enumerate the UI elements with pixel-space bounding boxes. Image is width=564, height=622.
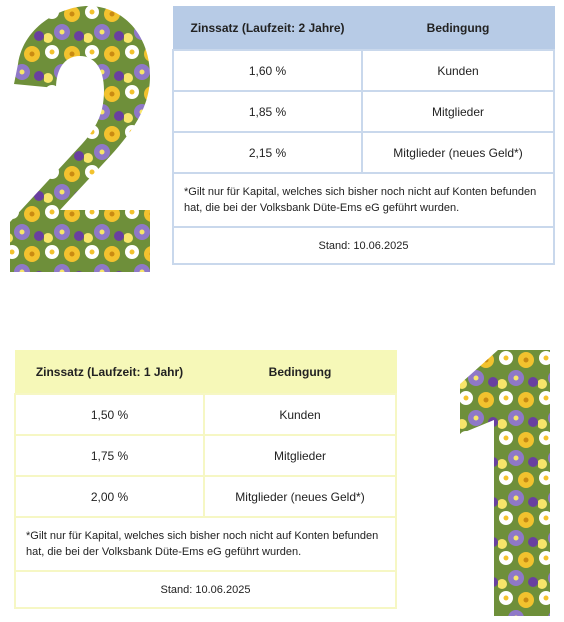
condition-cell: Mitglieder	[362, 91, 554, 132]
condition-cell: Kunden	[204, 394, 396, 435]
footnote-row	[15, 517, 396, 571]
footnote-text: *Gilt nur für Kapital, welches sich bisher noch nicht auf Konten befunden hat, die bei der Volksbank Düte-Ems eG geführt wurden.	[173, 173, 554, 227]
table-row	[15, 476, 396, 517]
rate-cell: 1,60 %	[173, 50, 362, 91]
condition-cell: Mitglieder (neues Geld*)	[362, 132, 554, 173]
floral-digit-two	[4, 4, 154, 276]
floral-digit-one	[458, 350, 552, 618]
table-row	[15, 435, 396, 476]
table-row	[173, 50, 554, 91]
header-condition: Bedingung	[204, 351, 396, 395]
table-header-row	[15, 351, 396, 395]
footnote-text: *Gilt nur für Kapital, welches sich bisher noch nicht auf Konten befunden hat, die bei der Volksbank Düte-Ems eG geführt wurden.	[15, 517, 396, 571]
condition-cell: Mitglieder	[204, 435, 396, 476]
rate-cell: 1,50 %	[15, 394, 204, 435]
header-condition: Bedingung	[362, 7, 554, 51]
table-row	[173, 132, 554, 173]
stand-date: Stand: 10.06.2025	[173, 227, 554, 264]
rate-cell: 1,75 %	[15, 435, 204, 476]
table-row	[15, 394, 396, 435]
rates-table-two-years	[172, 6, 555, 265]
table-header-row	[173, 7, 554, 51]
rate-cell: 1,85 %	[173, 91, 362, 132]
stand-row	[173, 227, 554, 264]
condition-cell: Kunden	[362, 50, 554, 91]
header-rate: Zinssatz (Laufzeit: 1 Jahr)	[15, 351, 204, 395]
rate-cell: 2,00 %	[15, 476, 204, 517]
rate-cell: 2,15 %	[173, 132, 362, 173]
stand-date: Stand: 10.06.2025	[15, 571, 396, 608]
header-rate: Zinssatz (Laufzeit: 2 Jahre)	[173, 7, 362, 51]
stand-row	[15, 571, 396, 608]
table-row	[173, 91, 554, 132]
condition-cell: Mitglieder (neues Geld*)	[204, 476, 396, 517]
rates-table-one-year	[14, 350, 397, 609]
footnote-row	[173, 173, 554, 227]
